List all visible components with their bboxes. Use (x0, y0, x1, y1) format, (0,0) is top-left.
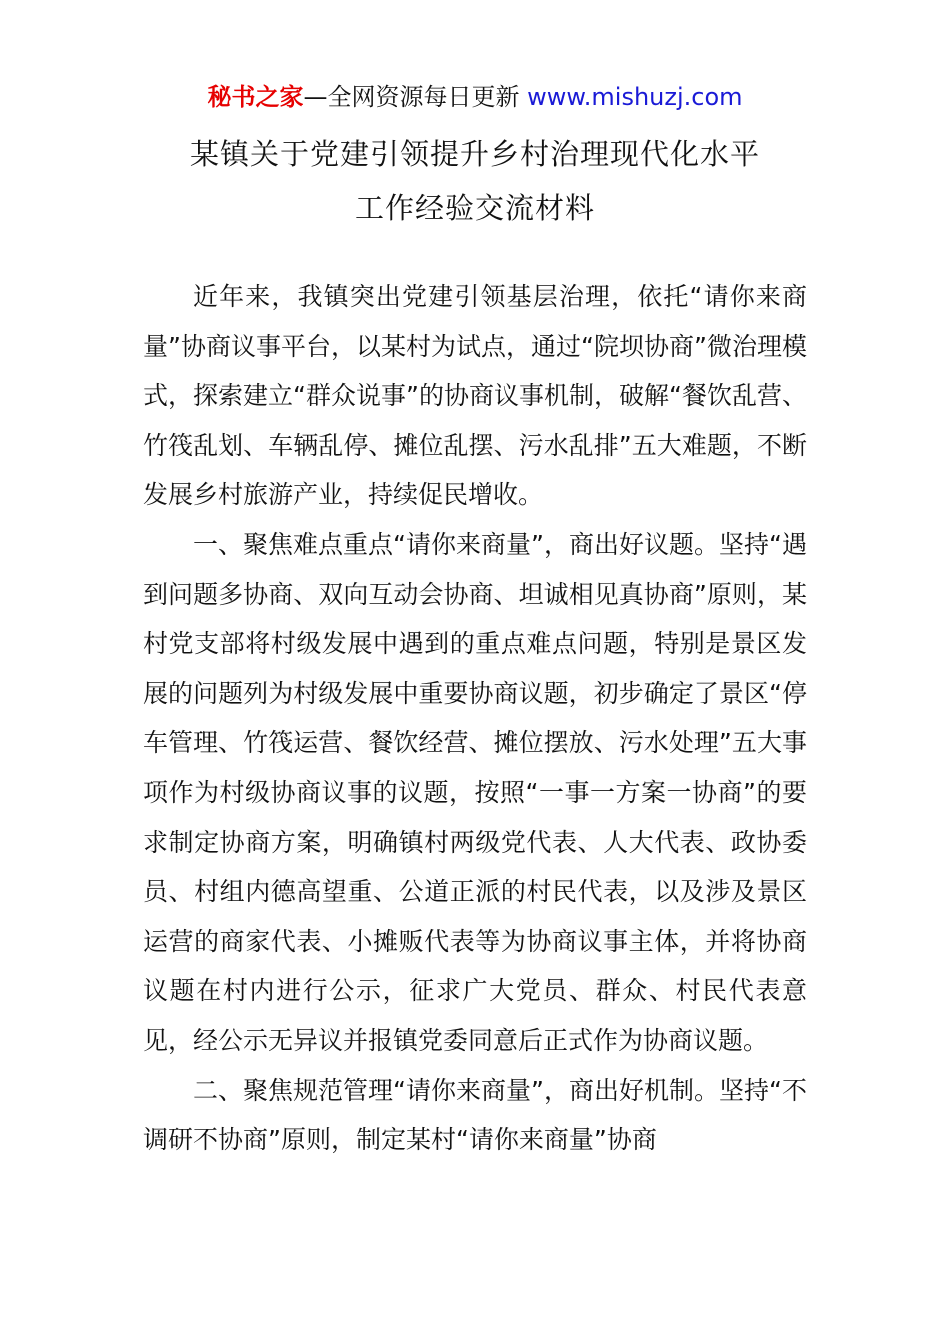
title-line-2: 工作经验交流材料 (354, 191, 595, 225)
paragraph-section-2: 二、聚焦规范管理“请你来商量”，商出好机制。坚持“不调研不协商”原则，制定某村“请你来商量”协商 (143, 1075, 807, 1155)
title-line-1: 某镇关于党建引领提升乡村治理现代化水平 (189, 137, 760, 171)
paragraph-section-1: 一、聚焦难点重点“请你来商量”，商出好议题。坚持“遇到问题多协商、双向互动会协商、坦诚相见真协商”原则，某村党支部将村级发展中遇到的重点难点问题，特别是景区发展的问题列为村级发展中重要协商议题，初步确定了景区“停车管理、竹筏运营、餐饮经营、摊位摆放、污水处理”五大事项作为村级协商议事的议题，按照“一事一方案一协商”的要求制定协商方案，明确镇村两级党代表、人大代表、政协委员、村组内德高望重、公道正派的村民代表，以及涉及景区运营的商家代表、小摊贩代表等为协商议事主体，并将协商议题在村内进行公示，征求广大党员、群众、村民代表意见，经公示无异议并报镇党委同意后正式作为协商议题。 (143, 529, 807, 1055)
site-header (0, 80, 950, 114)
document-body (143, 272, 807, 1165)
document-title (0, 127, 950, 235)
site-tagline: —全网资源每日更新 (303, 83, 528, 111)
paragraph-intro: 近年来，我镇突出党建引领基层治理，依托“请你来商量”协商议事平台，以某村为试点，通过“院坝协商”微治理模式，探索建立“群众说事”的协商议事机制，破解“餐饮乱营、竹筏乱划、车辆乱停、摊位乱摆、污水乱排”五大难题，不断发展乡村旅游产业，持续促民增收。 (143, 282, 807, 510)
site-brand: 秘书之家 (207, 83, 304, 111)
site-url[interactable]: www.mishuzj.com (527, 83, 743, 111)
